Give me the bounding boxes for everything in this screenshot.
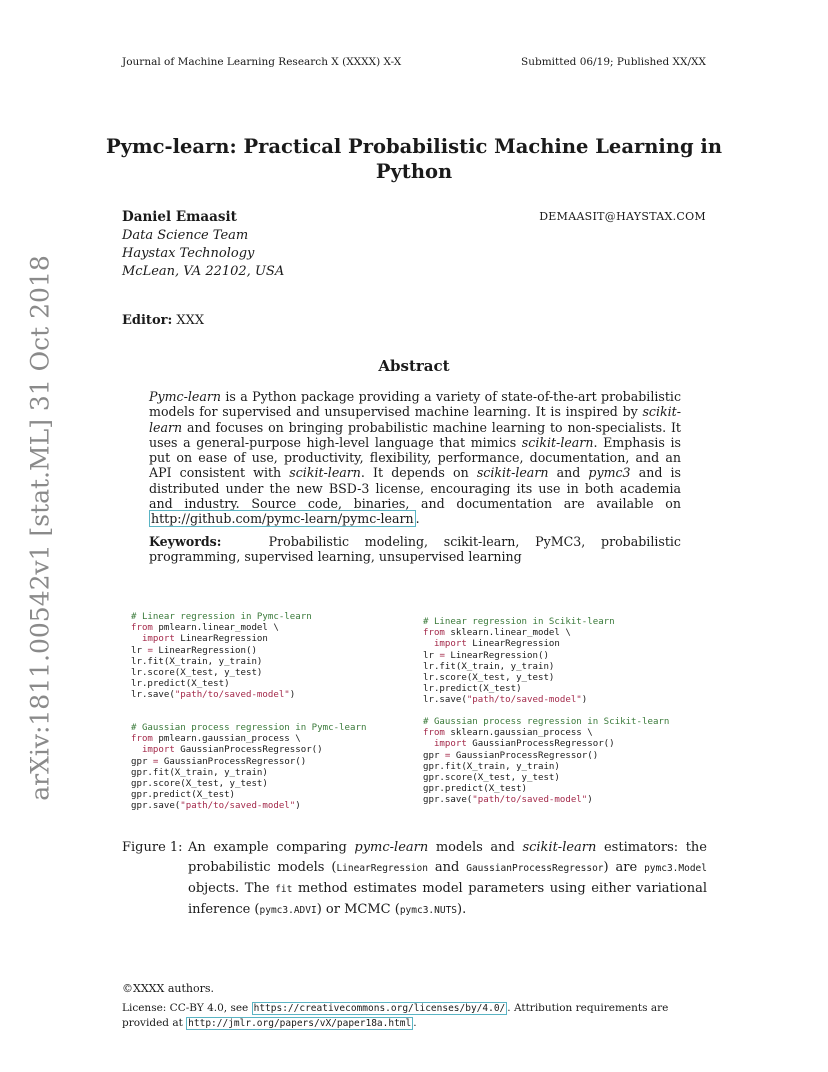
code-line: gpr = GaussianProcessRegressor() (423, 750, 599, 761)
author-affiliation-team: Data Science Team (122, 228, 249, 243)
abstract-text: and (548, 465, 589, 481)
keywords (149, 534, 681, 565)
code-line: gpr.predict(X_test) (131, 790, 236, 801)
code-comment: # Linear regression in Scikit-learn (423, 617, 615, 627)
caption-text: An example comparing pymc-learn models and scikit-learn estimators: the probabilistic models (LinearRegression and GaussianProcessRegressor) are pymc3.Model objects. The fit method estimates model parameters using either variational inference (pymc3.ADVI) or MCMC (pymc3.NUTS). (188, 840, 707, 917)
code-line: from sklearn.linear_model \ (423, 628, 571, 639)
abstract-text: pymc3 (588, 465, 631, 481)
abstract-text: and is distributed under the new BSD-3 license, encouraging its use in both academia and industry. Source code, binaries, and documentation are available on (149, 465, 681, 512)
github-link[interactable]: http://github.com/pymc-learn/pymc-learn (151, 511, 414, 527)
license-link[interactable]: https://creativecommons.org/licenses/by/4.0/ (253, 1003, 506, 1014)
abstract-body (149, 389, 681, 527)
abstract-text: Pymc-learn (149, 389, 221, 404)
editor-line (122, 313, 204, 328)
code-line: from pmlearn.gaussian_process \ (131, 734, 301, 745)
copyright-notice: ©XXXX authors. (122, 982, 214, 995)
code-line: lr = LinearRegression() (423, 650, 549, 661)
code-line: import GaussianProcessRegressor() (423, 739, 615, 750)
code-line: import LinearRegression (131, 634, 268, 645)
code-comment: # Gaussian process regression in Pymc-learn (131, 723, 367, 733)
code-line: lr.save("path/to/saved-model") (131, 690, 296, 701)
code-line: from sklearn.gaussian_process \ (423, 728, 593, 739)
license-notice: License: CC-BY 4.0, see https://creativecommons.org/licenses/by/4.0/ . Attribution requirements are provided at http://jmlr.org/papers/vX/paper18a.html . (122, 1002, 669, 1029)
abstract-text: . Emphasis is put on ease of use, productivity, flexibility, performance, documentation, and an API consistent with (149, 434, 681, 481)
title-line-2: Python (375, 160, 453, 183)
figure-label: Figure 1: (122, 840, 183, 855)
keywords-label: Keywords: (149, 534, 222, 549)
author-name: Daniel Emaasit (122, 209, 237, 225)
abstract-text: scikit-learn (149, 404, 681, 435)
code-line: lr.score(X_test, y_test) (423, 673, 555, 684)
abstract-text: scikit-learn (289, 465, 361, 481)
code-line: from pmlearn.linear_model \ (131, 623, 279, 634)
abstract-text: and focuses on bringing probabilistic machine learning to non-specialists. It uses a general-purpose high-level language that mimics (149, 419, 681, 450)
abstract-text: scikit-learn (476, 465, 549, 481)
author-email: DEMAASIT@HAYSTAX.COM (539, 210, 706, 223)
code-line: gpr = GaussianProcessRegressor() (131, 756, 307, 767)
code-line: import GaussianProcessRegressor() (131, 745, 323, 756)
abstract-text: scikit-learn (521, 434, 594, 450)
title-line-1: Pymc-learn: Practical Probabilistic Machine Learning in (105, 135, 723, 158)
code-line: gpr.score(X_test, y_test) (423, 773, 560, 784)
code-line: lr.predict(X_test) (131, 679, 230, 690)
code-line: lr.score(X_test, y_test) (131, 668, 263, 679)
code-sklearn-gp (423, 717, 669, 807)
code-comment: # Linear regression in Pymc-learn (131, 612, 312, 622)
editor-label: Editor: (122, 313, 173, 328)
keywords-list: Probabilistic modeling, scikit-learn, PyMC3, probabilistic programming, supervised learning, unsupervised learning (149, 534, 681, 565)
journal-header: Journal of Machine Learning Research X (XXXX) X-X (122, 56, 402, 68)
code-sklearn-linear (423, 617, 615, 707)
code-pymc-gp (131, 723, 366, 813)
code-line: lr.save("path/to/saved-model") (423, 695, 588, 706)
code-line: lr = LinearRegression() (131, 645, 257, 656)
code-line: gpr.fit(X_train, y_train) (423, 761, 560, 772)
code-line: import LinearRegression (423, 639, 560, 650)
code-line: lr.fit(X_train, y_train) (131, 656, 263, 667)
code-line: gpr.predict(X_test) (423, 784, 528, 795)
abstract-text: is a Python package providing a variety of state-of-the-art probabilistic models for supervised and unsupervised machine learning. It is inspired by (149, 389, 681, 420)
figure-caption (122, 838, 707, 921)
paper-title (100, 134, 728, 184)
submission-dates: Submitted 06/19; Published XX/XX (521, 56, 706, 68)
arxiv-stamp: arXiv:1811.00542v1 [stat.ML] 31 Oct 2018 (25, 255, 55, 801)
code-line: gpr.save("path/to/saved-model") (131, 801, 301, 812)
abstract-text: . It depends on (360, 465, 477, 481)
abstract-text: . (415, 511, 420, 527)
code-line: gpr.fit(X_train, y_train) (131, 767, 268, 778)
code-line: lr.predict(X_test) (423, 684, 522, 695)
code-line: gpr.score(X_test, y_test) (131, 779, 268, 790)
paper-link[interactable]: http://jmlr.org/papers/vX/paper18a.html (188, 1018, 412, 1029)
code-comment: # Gaussian process regression in Scikit-learn (423, 717, 670, 727)
code-line: lr.fit(X_train, y_train) (423, 661, 555, 672)
abstract-heading: Abstract (378, 357, 450, 375)
editor-value: XXX (176, 313, 205, 328)
author-affiliation-org: Haystax Technology (122, 246, 255, 261)
author-affiliation-location: McLean, VA 22102, USA (122, 264, 285, 279)
code-pymc-linear (131, 612, 312, 702)
code-line: gpr.save("path/to/saved-model") (423, 795, 593, 806)
